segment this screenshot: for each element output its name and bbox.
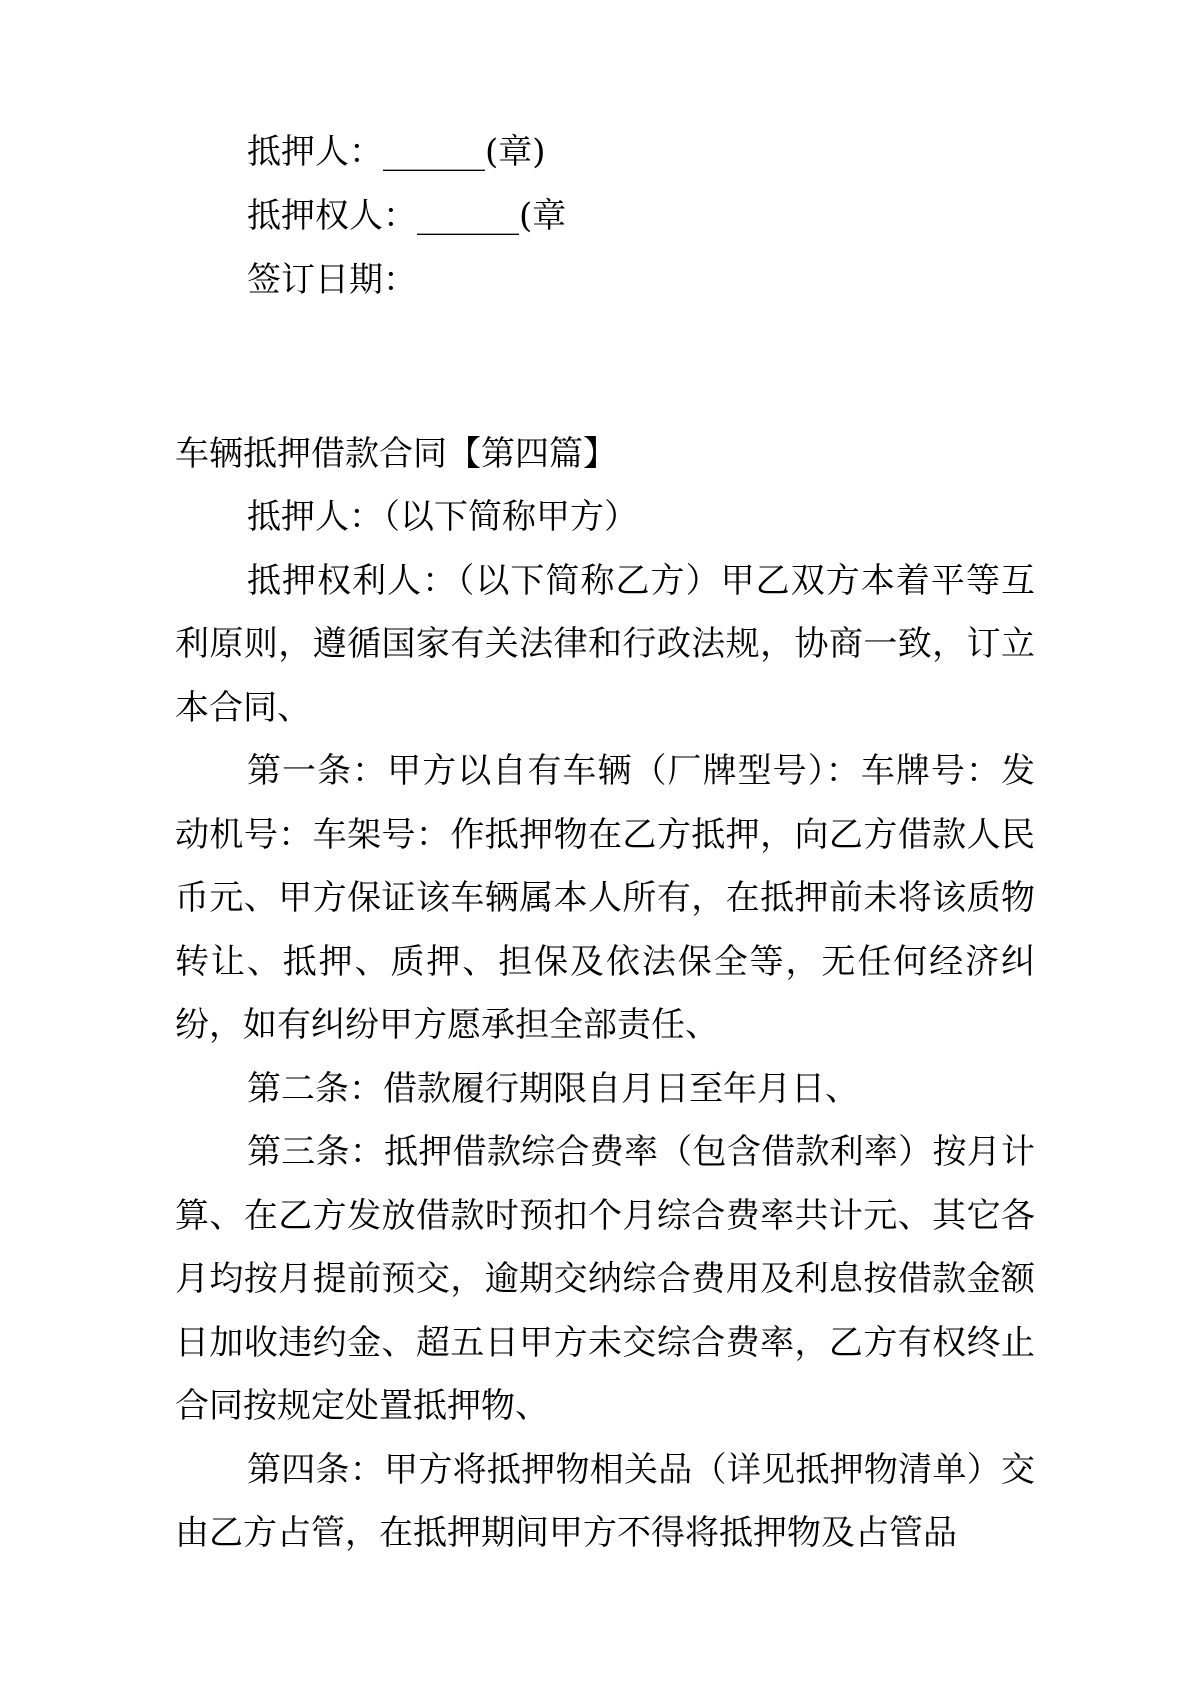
paragraph-mortgagee-intro: 抵押权利人：（以下简称乙方）甲乙双方本着平等互利原则，遵循国家有关法律和行政法规，协商一致，订立本合同、 (175, 560, 1035, 728)
paragraph-article-1: 第一条：甲方以自有车辆（厂牌型号）：车牌号：发动机号：车架号：作抵押物在乙方抵押，向乙方借款人民币元、甲方保证该车辆属本人所有，在抵押前未将该质物转让、抵押、质押、担保及依法保全等，无任何经济纠纷，如有纠纷甲方愿承担全部责任、 (175, 751, 1035, 1045)
paragraph-article-4: 第四条：甲方将抵押物相关品（详见抵押物清单）交由乙方占管，在抵押期间甲方不得将抵押物及占管品 (175, 1449, 1035, 1553)
mortgagor-seal: (章) (485, 132, 546, 172)
paragraph-mortgagor: 抵押人：（以下简称甲方） (247, 497, 638, 537)
signing-date-line (175, 248, 1035, 312)
paragraph-article-3: 第三条：抵押借款综合费率（包含借款利率）按月计算、在乙方发放借款时预扣个月综合费率共计元、其它各月均按月提前预交，逾期交纳综合费用及利息按借款金额日加收违约金、超五日甲方未交综合费率，乙方有权终止合同按规定处置抵押物、 (175, 1132, 1035, 1426)
paragraph-article-2: 第二条：借款履行期限自月日至年月日、 (247, 1068, 859, 1109)
mortgagee-label: 抵押权人： (247, 196, 417, 236)
document-title: 车辆抵押借款合同【第四篇】 (175, 434, 617, 474)
document-page (175, 120, 1035, 1566)
mortgagor-signature-line (175, 120, 1035, 184)
signing-date-label: 签订日期： (247, 260, 417, 300)
mortgagee-signature-line (175, 184, 1035, 248)
mortgagor-blank: ______ (383, 132, 485, 172)
mortgagee-blank: ______ (417, 196, 519, 236)
section-spacer (175, 312, 1035, 422)
mortgagee-seal: (章 (519, 196, 567, 236)
mortgagor-label: 抵押人： (247, 132, 383, 172)
